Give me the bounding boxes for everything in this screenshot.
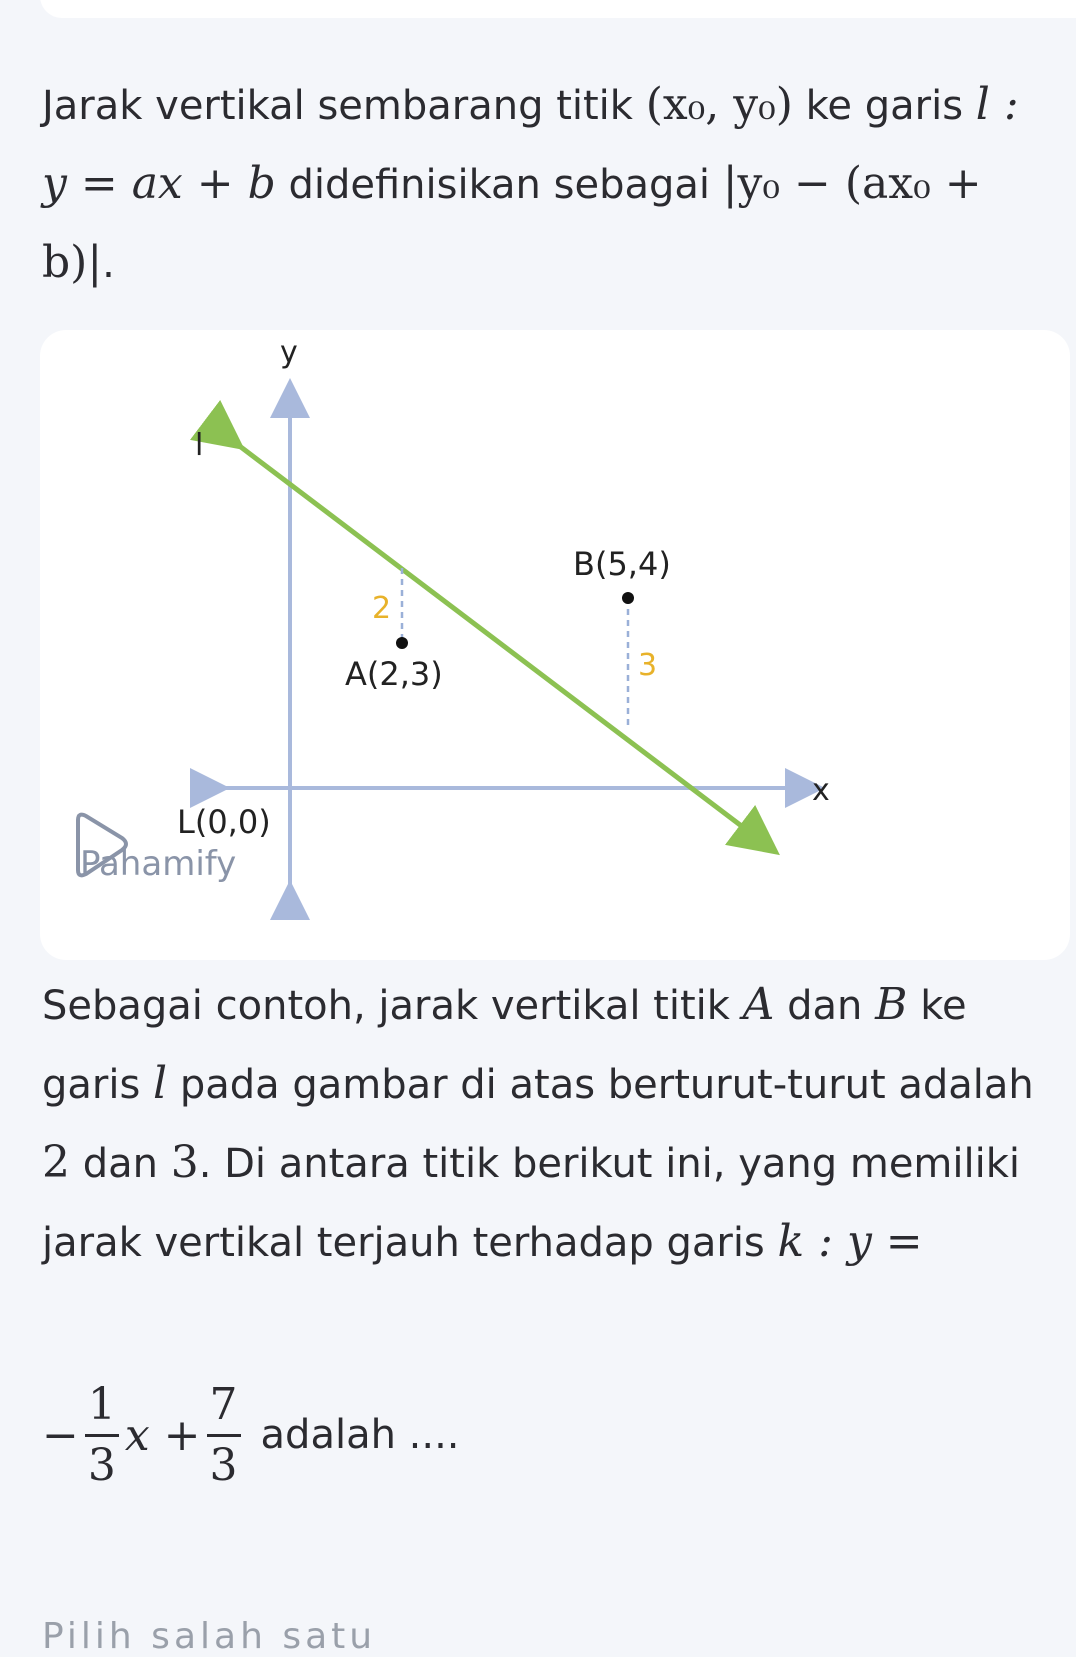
previous-card xyxy=(40,0,1076,18)
line-l-symbol: l xyxy=(153,1058,168,1109)
line-equation: l : y = ax + b xyxy=(42,79,1019,209)
axis-x-label: x xyxy=(812,773,830,808)
intro-text-3: didefinisikan sebagai xyxy=(288,162,710,208)
axis-y-label: y xyxy=(280,335,298,370)
fraction-2-bar xyxy=(207,1434,241,1437)
question-paragraph xyxy=(42,966,1052,1282)
question-text-2: dan xyxy=(787,983,863,1029)
fraction-2-denominator: 3 xyxy=(209,1439,238,1491)
definition-paragraph xyxy=(42,66,1052,303)
point-b-label: B(5,4) xyxy=(573,545,671,583)
distance-b-label: 3 xyxy=(638,648,658,683)
fraction-one-third xyxy=(85,1380,119,1491)
point-a xyxy=(396,637,408,649)
line-k-fraction-expression xyxy=(42,1380,460,1490)
point-b xyxy=(622,592,634,604)
question-ending: adalah .... xyxy=(260,1412,460,1458)
question-text-3: ke garis xyxy=(42,983,967,1108)
line-l-label: l xyxy=(195,428,204,463)
distance-value-1: 2 xyxy=(42,1137,70,1188)
line-l xyxy=(225,435,760,840)
fraction-2-numerator: 7 xyxy=(209,1378,238,1430)
question-text-4: pada gambar di atas berturut-turut adalah xyxy=(179,1062,1034,1108)
question-text-6: . Di antara titik berikut ini, yang memiliki jarak vertikal terjauh terhadap garis xyxy=(42,1141,1021,1266)
origin-label: L(0,0) xyxy=(177,803,271,841)
question-text-5: dan xyxy=(82,1141,158,1187)
fraction-1-bar xyxy=(85,1434,119,1437)
minus-sign: − xyxy=(42,1409,79,1461)
fraction-seven-thirds xyxy=(207,1380,241,1491)
point-notation: (x₀, y₀) xyxy=(645,79,793,130)
next-section-peek: Pilih salah satu xyxy=(42,1616,377,1657)
point-a-symbol: A xyxy=(742,979,775,1030)
x-plus: x + xyxy=(124,1409,201,1461)
intro-text-2: ke garis xyxy=(805,83,964,129)
point-a-label: A(2,3) xyxy=(345,655,443,693)
point-b-symbol: B xyxy=(875,979,908,1030)
intro-period: . xyxy=(102,241,115,287)
figure-svg xyxy=(40,330,1070,960)
line-k-equation: k : y = xyxy=(777,1216,923,1267)
distance-a-label: 2 xyxy=(372,591,392,626)
distance-value-2: 3 xyxy=(170,1137,199,1188)
abs-expression: |y₀ − (ax₀ + b)| xyxy=(42,158,982,288)
vertical-distance-figure xyxy=(40,330,1070,960)
fraction-1-numerator: 1 xyxy=(87,1378,116,1430)
fraction-1-denominator: 3 xyxy=(87,1439,116,1491)
watermark-text: Pahamify xyxy=(80,844,237,884)
intro-text-1: Jarak vertikal sembarang titik xyxy=(42,83,633,129)
question-text-1: Sebagai contoh, jarak vertikal titik xyxy=(42,983,730,1029)
